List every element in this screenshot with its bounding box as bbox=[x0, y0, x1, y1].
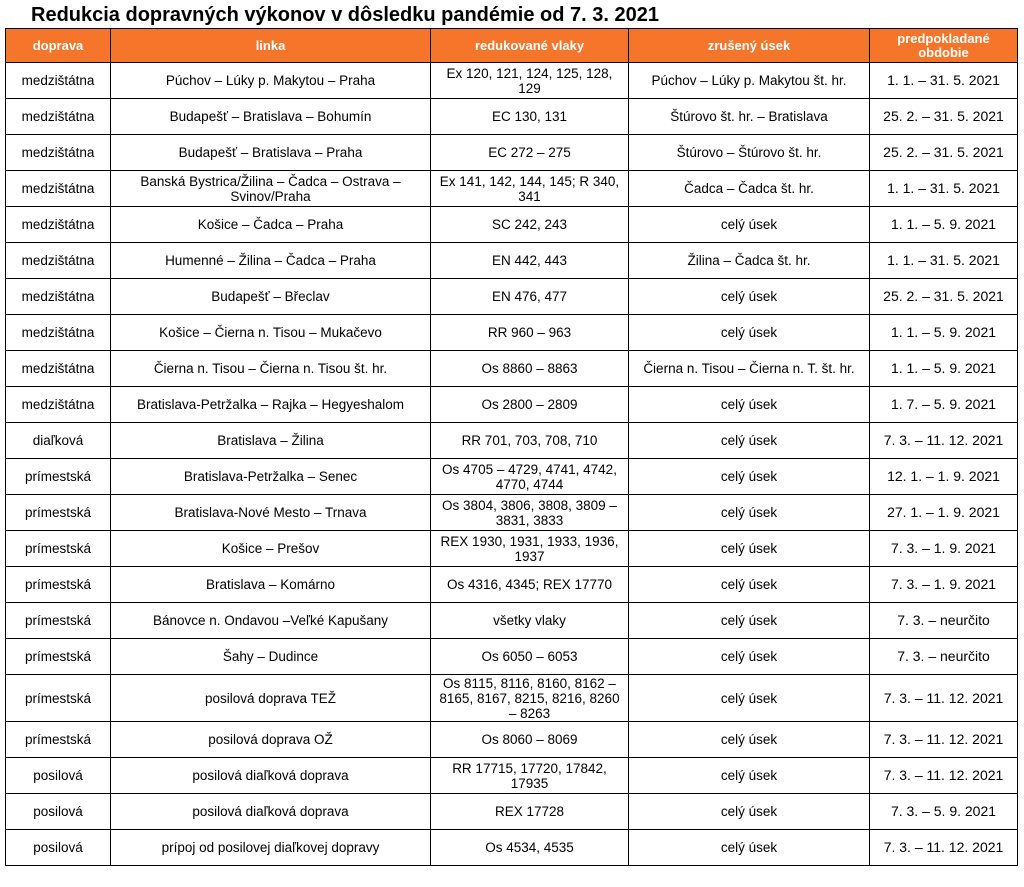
cell-linka: Bratislava – Žilina bbox=[111, 423, 431, 459]
cell-doprava: prímestská bbox=[6, 495, 111, 531]
cell-doprava: medzištátna bbox=[6, 171, 111, 207]
cell-zruseny-usek: Štúrovo – Štúrovo št. hr. bbox=[629, 135, 870, 171]
cell-linka: Bratislava – Komárno bbox=[111, 567, 431, 603]
cell-doprava: diaľková bbox=[6, 423, 111, 459]
cell-linka: Bratislava-Petržalka – Rajka – Hegyeshalom bbox=[111, 387, 431, 423]
cell-zruseny-usek: celý úsek bbox=[629, 567, 870, 603]
cell-obdobie: 1. 1. – 31. 5. 2021 bbox=[870, 243, 1018, 279]
header-predpokladane-obdobie: predpokladané obdobie bbox=[870, 29, 1018, 63]
table-row bbox=[6, 722, 1018, 758]
cell-obdobie: 7. 3. – 11. 12. 2021 bbox=[870, 758, 1018, 794]
cell-zruseny-usek: celý úsek bbox=[629, 722, 870, 758]
cell-zruseny-usek: celý úsek bbox=[629, 207, 870, 243]
cell-linka: posilová doprava OŽ bbox=[111, 722, 431, 758]
cell-doprava: posilová bbox=[6, 758, 111, 794]
cell-obdobie: 1. 7. – 5. 9. 2021 bbox=[870, 387, 1018, 423]
table-body bbox=[6, 63, 1018, 866]
cell-obdobie: 25. 2. – 31. 5. 2021 bbox=[870, 279, 1018, 315]
cell-linka: Púchov – Lúky p. Makytou – Praha bbox=[111, 63, 431, 99]
cell-redukovane-vlaky: EN 442, 443 bbox=[431, 243, 629, 279]
cell-redukovane-vlaky: Os 4316, 4345; REX 17770 bbox=[431, 567, 629, 603]
table-row bbox=[6, 207, 1018, 243]
table-row bbox=[6, 99, 1018, 135]
cell-zruseny-usek: celý úsek bbox=[629, 423, 870, 459]
cell-redukovane-vlaky: RR 701, 703, 708, 710 bbox=[431, 423, 629, 459]
cell-zruseny-usek: celý úsek bbox=[629, 794, 870, 830]
table-row bbox=[6, 639, 1018, 675]
cell-obdobie: 7. 3. – 11. 12. 2021 bbox=[870, 830, 1018, 866]
cell-zruseny-usek: Štúrovo št. hr. – Bratislava bbox=[629, 99, 870, 135]
cell-linka: Budapešť – Břeclav bbox=[111, 279, 431, 315]
cell-doprava: medzištátna bbox=[6, 207, 111, 243]
cell-doprava: medzištátna bbox=[6, 387, 111, 423]
cell-obdobie: 7. 3. – 1. 9. 2021 bbox=[870, 567, 1018, 603]
table-row bbox=[6, 63, 1018, 99]
cell-linka: posilová diaľková doprava bbox=[111, 758, 431, 794]
cell-zruseny-usek: Púchov – Lúky p. Makytou št. hr. bbox=[629, 63, 870, 99]
cell-redukovane-vlaky: EN 476, 477 bbox=[431, 279, 629, 315]
cell-obdobie: 25. 2. – 31. 5. 2021 bbox=[870, 99, 1018, 135]
cell-obdobie: 1. 1. – 31. 5. 2021 bbox=[870, 63, 1018, 99]
cell-doprava: prímestská bbox=[6, 531, 111, 567]
cell-doprava: prímestská bbox=[6, 567, 111, 603]
cell-obdobie: 7. 3. – 5. 9. 2021 bbox=[870, 794, 1018, 830]
cell-redukovane-vlaky: Os 2800 – 2809 bbox=[431, 387, 629, 423]
cell-obdobie: 7. 3. – neurčito bbox=[870, 639, 1018, 675]
cell-redukovane-vlaky: RR 17715, 17720, 17842, 17935 bbox=[431, 758, 629, 794]
cell-linka: Čierna n. Tisou – Čierna n. Tisou št. hr. bbox=[111, 351, 431, 387]
cell-zruseny-usek: Čadca – Čadca št. hr. bbox=[629, 171, 870, 207]
cell-linka: posilová doprava TEŽ bbox=[111, 675, 431, 722]
cell-linka: Košice – Čadca – Praha bbox=[111, 207, 431, 243]
cell-zruseny-usek: celý úsek bbox=[629, 387, 870, 423]
table-row bbox=[6, 171, 1018, 207]
cell-doprava: prímestská bbox=[6, 639, 111, 675]
cell-redukovane-vlaky: Os 8860 – 8863 bbox=[431, 351, 629, 387]
cell-linka: Košice – Čierna n. Tisou – Mukačevo bbox=[111, 315, 431, 351]
table-row bbox=[6, 315, 1018, 351]
cell-obdobie: 7. 3. – 11. 12. 2021 bbox=[870, 722, 1018, 758]
cell-redukovane-vlaky: REX 1930, 1931, 1933, 1936, 1937 bbox=[431, 531, 629, 567]
cell-zruseny-usek: celý úsek bbox=[629, 495, 870, 531]
cell-zruseny-usek: celý úsek bbox=[629, 830, 870, 866]
table-row bbox=[6, 351, 1018, 387]
cell-redukovane-vlaky: SC 242, 243 bbox=[431, 207, 629, 243]
table-row bbox=[6, 387, 1018, 423]
cell-redukovane-vlaky: RR 960 – 963 bbox=[431, 315, 629, 351]
table-row bbox=[6, 243, 1018, 279]
cell-zruseny-usek: Čierna n. Tisou – Čierna n. T. št. hr. bbox=[629, 351, 870, 387]
cell-linka: Košice – Prešov bbox=[111, 531, 431, 567]
cell-zruseny-usek: celý úsek bbox=[629, 758, 870, 794]
cell-redukovane-vlaky: EC 272 – 275 bbox=[431, 135, 629, 171]
cell-linka: Bratislava-Petržalka – Senec bbox=[111, 459, 431, 495]
cell-doprava: medzištátna bbox=[6, 243, 111, 279]
cell-zruseny-usek: celý úsek bbox=[629, 603, 870, 639]
cell-doprava: medzištátna bbox=[6, 99, 111, 135]
cell-obdobie: 25. 2. – 31. 5. 2021 bbox=[870, 135, 1018, 171]
cell-zruseny-usek: Žilina – Čadca št. hr. bbox=[629, 243, 870, 279]
cell-redukovane-vlaky: všetky vlaky bbox=[431, 603, 629, 639]
cell-doprava: medzištátna bbox=[6, 351, 111, 387]
cell-redukovane-vlaky: Os 4534, 4535 bbox=[431, 830, 629, 866]
cell-doprava: medzištátna bbox=[6, 135, 111, 171]
cell-zruseny-usek: celý úsek bbox=[629, 315, 870, 351]
cell-linka: Budapešť – Bratislava – Praha bbox=[111, 135, 431, 171]
table-header-row bbox=[6, 29, 1018, 63]
header-redukovane-vlaky: redukované vlaky bbox=[431, 29, 629, 63]
cell-redukovane-vlaky: Ex 141, 142, 144, 145; R 340, 341 bbox=[431, 171, 629, 207]
cell-obdobie: 12. 1. – 1. 9. 2021 bbox=[870, 459, 1018, 495]
header-zruseny-usek: zrušený úsek bbox=[629, 29, 870, 63]
cell-redukovane-vlaky: Ex 120, 121, 124, 125, 128, 129 bbox=[431, 63, 629, 99]
cell-linka: Bánovce n. Ondavou –Veľké Kapušany bbox=[111, 603, 431, 639]
cell-doprava: medzištátna bbox=[6, 63, 111, 99]
cell-linka: Bratislava-Nové Mesto – Trnava bbox=[111, 495, 431, 531]
cell-doprava: prímestská bbox=[6, 722, 111, 758]
cell-zruseny-usek: celý úsek bbox=[629, 531, 870, 567]
table-row bbox=[6, 135, 1018, 171]
cell-redukovane-vlaky: REX 17728 bbox=[431, 794, 629, 830]
cell-doprava: medzištátna bbox=[6, 315, 111, 351]
cell-obdobie: 1. 1. – 5. 9. 2021 bbox=[870, 351, 1018, 387]
cell-obdobie: 1. 1. – 5. 9. 2021 bbox=[870, 207, 1018, 243]
cell-obdobie: 7. 3. – 1. 9. 2021 bbox=[870, 531, 1018, 567]
cell-obdobie: 7. 3. – neurčito bbox=[870, 603, 1018, 639]
cell-zruseny-usek: celý úsek bbox=[629, 279, 870, 315]
cell-linka: prípoj od posilovej diaľkovej dopravy bbox=[111, 830, 431, 866]
cell-obdobie: 7. 3. – 11. 12. 2021 bbox=[870, 675, 1018, 722]
cell-linka: Banská Bystrica/Žilina – Čadca – Ostrava – Svinov/Praha bbox=[111, 171, 431, 207]
header-linka: linka bbox=[111, 29, 431, 63]
cell-redukovane-vlaky: Os 3804, 3806, 3808, 3809 – 3831, 3833 bbox=[431, 495, 629, 531]
cell-linka: Humenné – Žilina – Čadca – Praha bbox=[111, 243, 431, 279]
cell-zruseny-usek: celý úsek bbox=[629, 639, 870, 675]
cell-doprava: prímestská bbox=[6, 603, 111, 639]
cell-obdobie: 7. 3. – 11. 12. 2021 bbox=[870, 423, 1018, 459]
cell-linka: Budapešť – Bratislava – Bohumín bbox=[111, 99, 431, 135]
cell-linka: Šahy – Dudince bbox=[111, 639, 431, 675]
table-row bbox=[6, 830, 1018, 866]
cell-doprava: prímestská bbox=[6, 459, 111, 495]
table-row bbox=[6, 603, 1018, 639]
table-row bbox=[6, 423, 1018, 459]
cell-obdobie: 1. 1. – 5. 9. 2021 bbox=[870, 315, 1018, 351]
cell-redukovane-vlaky: Os 8060 – 8069 bbox=[431, 722, 629, 758]
table-row bbox=[6, 459, 1018, 495]
cell-linka: posilová diaľková doprava bbox=[111, 794, 431, 830]
table-row bbox=[6, 495, 1018, 531]
document-title: Redukcia dopravných výkonov v dôsledku pandémie od 7. 3. 2021 bbox=[31, 4, 659, 26]
table-row bbox=[6, 675, 1018, 722]
table-row bbox=[6, 279, 1018, 315]
table-row bbox=[6, 531, 1018, 567]
cell-obdobie: 1. 1. – 31. 5. 2021 bbox=[870, 171, 1018, 207]
cell-doprava: posilová bbox=[6, 830, 111, 866]
cell-doprava: posilová bbox=[6, 794, 111, 830]
reduction-table bbox=[5, 28, 1018, 866]
cell-zruseny-usek: celý úsek bbox=[629, 675, 870, 722]
cell-obdobie: 27. 1. – 1. 9. 2021 bbox=[870, 495, 1018, 531]
cell-doprava: medzištátna bbox=[6, 279, 111, 315]
table-row bbox=[6, 794, 1018, 830]
cell-zruseny-usek: celý úsek bbox=[629, 459, 870, 495]
cell-redukovane-vlaky: EC 130, 131 bbox=[431, 99, 629, 135]
cell-redukovane-vlaky: Os 8115, 8116, 8160, 8162 – 8165, 8167, 8215, 8216, 8260 – 8263 bbox=[431, 675, 629, 722]
table-row bbox=[6, 758, 1018, 794]
cell-redukovane-vlaky: Os 4705 – 4729, 4741, 4742, 4770, 4744 bbox=[431, 459, 629, 495]
table-row bbox=[6, 567, 1018, 603]
header-doprava: doprava bbox=[6, 29, 111, 63]
cell-redukovane-vlaky: Os 6050 – 6053 bbox=[431, 639, 629, 675]
cell-doprava: prímestská bbox=[6, 675, 111, 722]
